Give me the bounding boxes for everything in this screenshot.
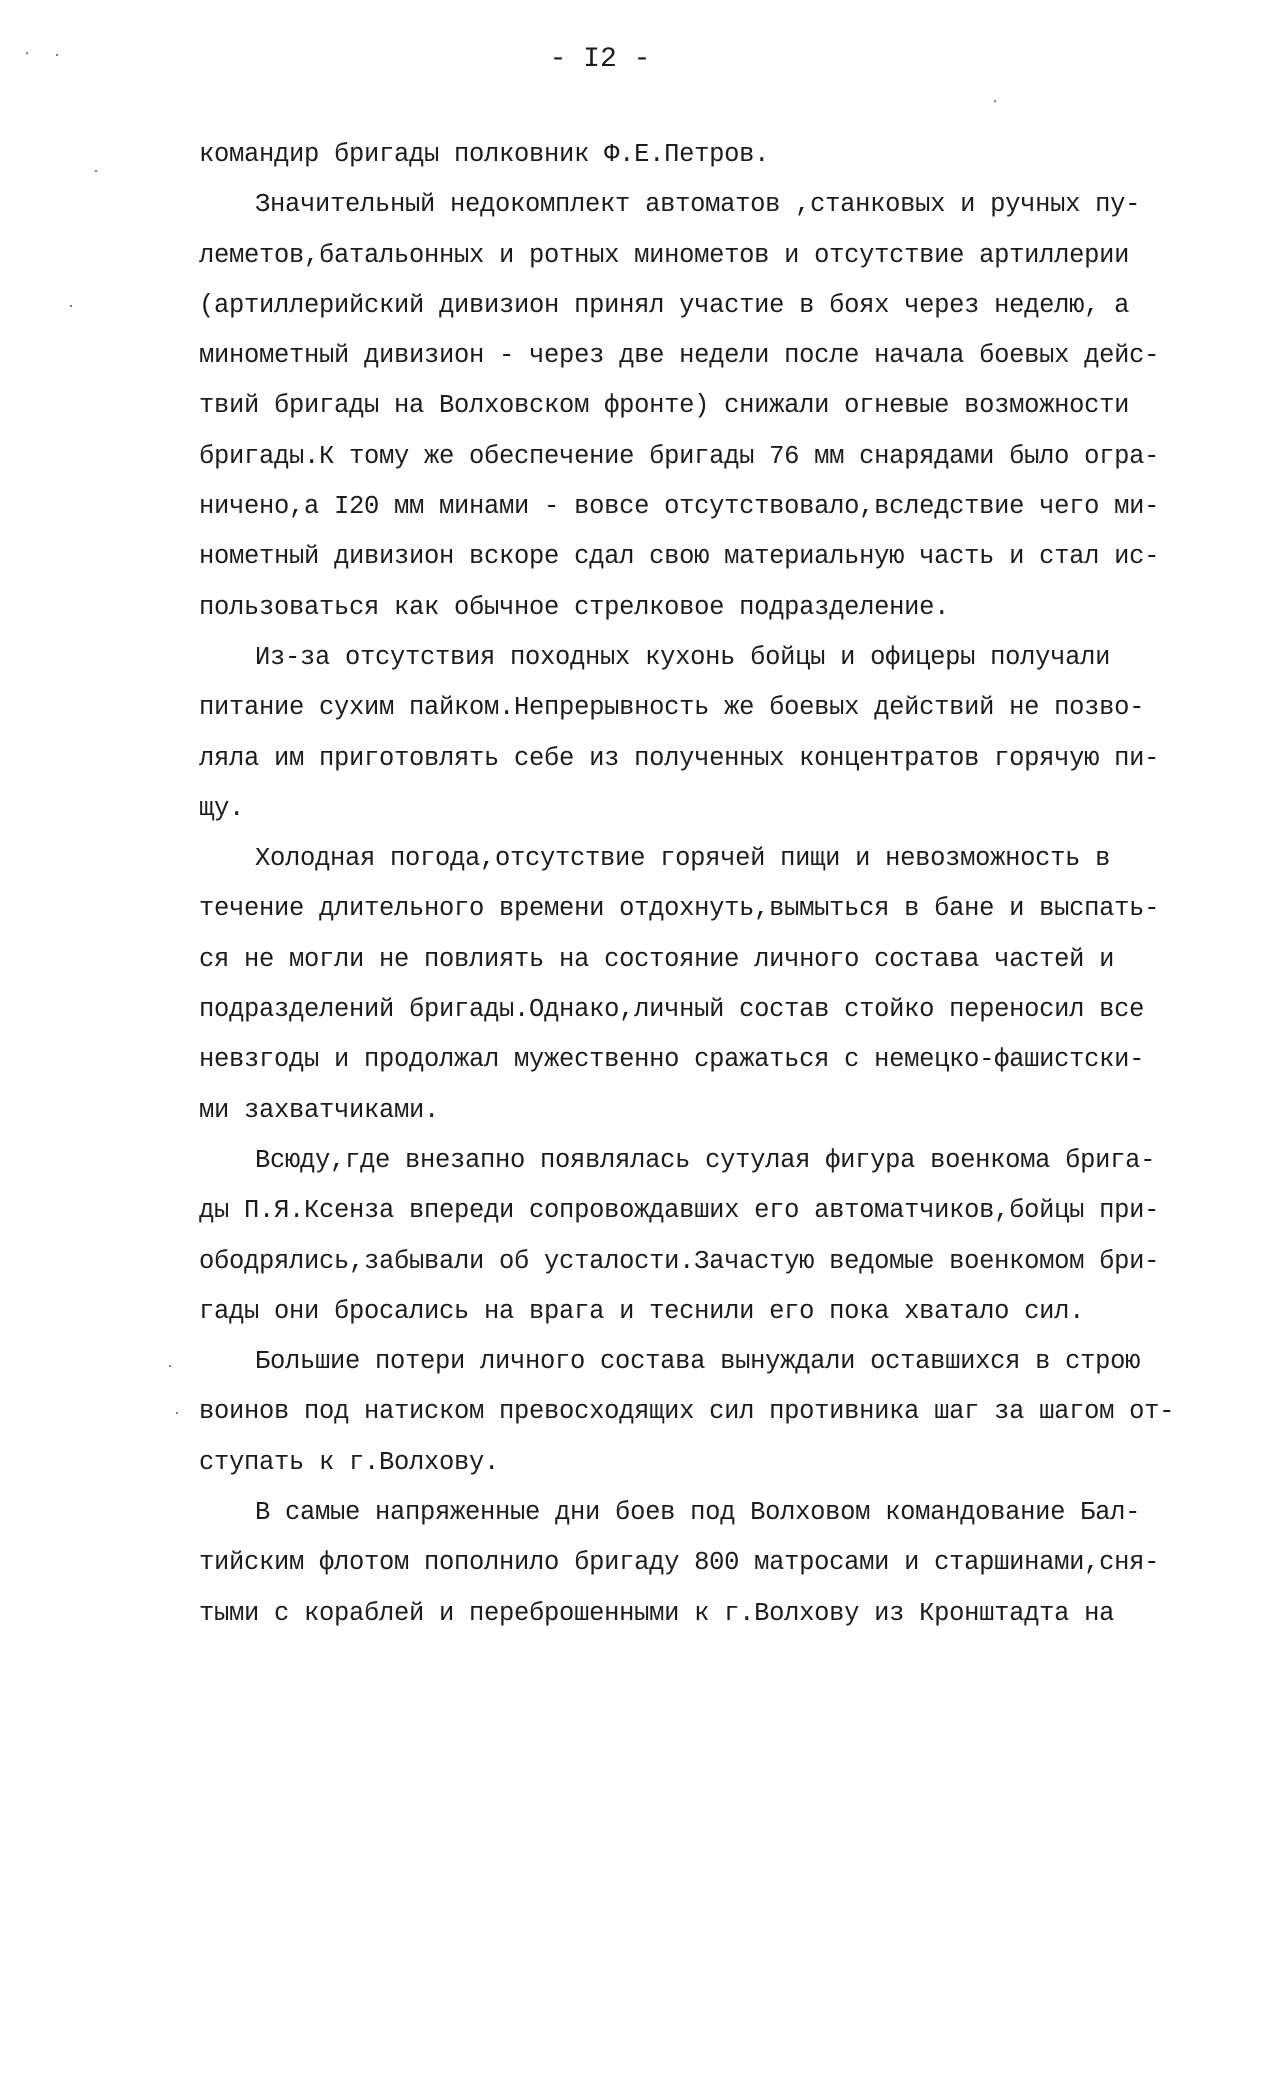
scan-speck: [70, 305, 72, 307]
paragraph: [199, 1488, 1259, 1639]
text-line: Большие потери личного состава вынуждали оставшихся в строю: [255, 1347, 1141, 1377]
text-line: ды П.Я.Ксенза впереди сопровождавших его автоматчиков,бойцы при-: [199, 1196, 1160, 1226]
text-line: командир бригады полковник Ф.Е.Петров.: [199, 140, 770, 169]
text-line: нометный дивизион вскоре сдал свою материальную часть и стал ис-: [199, 542, 1160, 572]
text-line: ся не могли не повлиять на состояние личного состава частей и: [199, 944, 1115, 974]
paragraph: [199, 834, 1259, 1136]
text-line: ободрялись,забывали об усталости.Зачастую ведомые военкомом бри-: [199, 1246, 1160, 1276]
text-line: В самые напряженные дни боев под Волховом командование Бал-: [255, 1498, 1141, 1528]
text-line: Холодная погода,отсутствие горячей пищи и невозможность в: [255, 844, 1111, 874]
text-line: тыми с кораблей и переброшенными к г.Волхову из Кронштадта на: [199, 1598, 1115, 1628]
text-line: щу.: [199, 793, 245, 823]
text-line: воинов под натиском превосходящих сил противника шаг за шагом от-: [199, 1397, 1175, 1427]
scan-speck: [169, 1365, 171, 1367]
text-line: питание сухим пайком.Непрерывность же боевых действий не позво-: [199, 693, 1145, 723]
text-line: подразделений бригады.Однако,личный состав стойко переносил все: [199, 995, 1145, 1025]
text-line: гады они бросались на врага и теснили его пока хватало сил.: [199, 1296, 1085, 1326]
text-line: ступать к г.Волхову.: [199, 1447, 500, 1477]
paragraph: [199, 1136, 1259, 1337]
text-line: бригады.К тому же обеспечение бригады 76 мм снарядами было огра-: [199, 441, 1160, 471]
text-line: ничено,а I20 мм минами - вовсе отсутствовало,вследствие чего ми-: [199, 492, 1160, 522]
text-line: течение длительного времени отдохнуть,вымыться в бане и выспать-: [199, 894, 1160, 924]
scan-speck: [994, 100, 996, 102]
text-line: ляла им приготовлять себе из полученных концентратов горячую пи-: [199, 743, 1160, 773]
scan-speck: [56, 54, 58, 56]
text-line: (артиллерийский дивизион принял участие в боях через неделю, а: [199, 290, 1130, 320]
text-line: Значительный недокомплект автоматов ,станковых и ручных пу-: [255, 190, 1141, 220]
scan-speck: [95, 170, 97, 172]
paragraph: [199, 633, 1259, 834]
page-number: - I2 -: [549, 44, 651, 75]
text-line: пользоваться как обычное стрелковое подразделение.: [199, 592, 950, 622]
text-line: невзгоды и продолжал мужественно сражаться с немецко-фашистски-: [199, 1045, 1145, 1075]
text-line: тийским флотом пополнило бригаду 800 матросами и старшинами,сня-: [199, 1548, 1160, 1578]
scan-speck: [26, 52, 28, 54]
paragraph: [199, 130, 1259, 180]
paragraph: [199, 1337, 1259, 1488]
document-body: [199, 130, 1259, 1639]
text-line: твий бригады на Волховском фронте) снижали огневые возможности: [199, 391, 1130, 421]
text-line: Из-за отсутствия походных кухонь бойцы и офицеры получали: [255, 642, 1111, 672]
scan-speck: [176, 1412, 178, 1414]
paragraph: [199, 180, 1259, 633]
text-line: ми захватчиками.: [199, 1095, 440, 1125]
text-line: минометный дивизион - через две недели после начала боевых дейс-: [199, 341, 1160, 371]
text-line: Всюду,где внезапно появлялась сутулая фигура военкома брига-: [255, 1145, 1156, 1175]
text-line: леметов,батальонных и ротных минометов и отсутствие артиллерии: [199, 240, 1130, 270]
